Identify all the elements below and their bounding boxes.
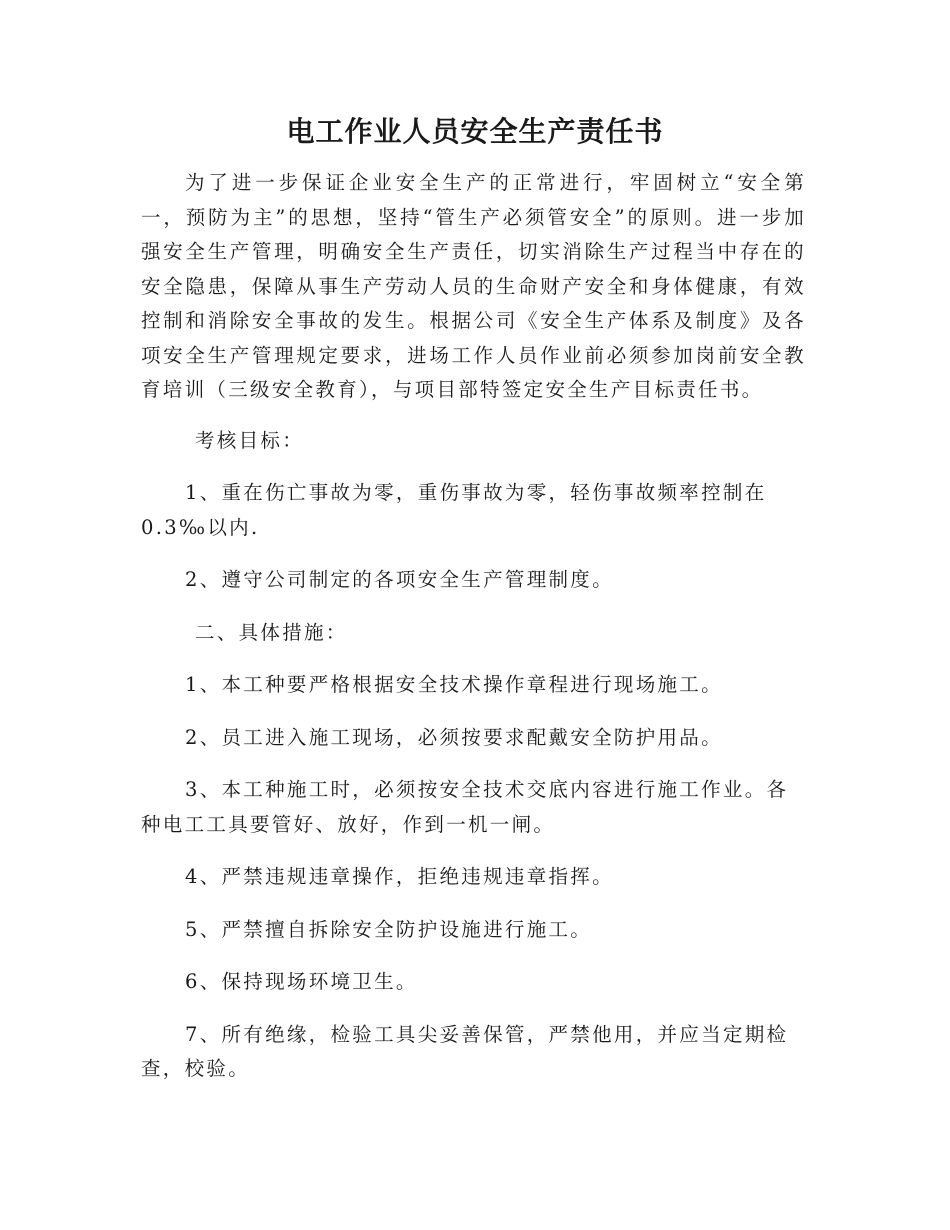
goal-item: 2、遵守公司制定的各项安全生产管理制度。 — [185, 568, 614, 591]
measure-item: 4、严禁违规违章操作，拒绝违规违章指挥。 — [185, 865, 614, 888]
intro-paragraph: 为了进一步保证企业安全生产的正常进行，牢固树立“安全第一，预防为主”的思想，坚持“管生产必须管安全”的原则。进一步加强安全生产管理，明确安全生产责任，切实消除生产过程当中存在的安全隐患，保障从事生产劳动人员的生命财产安全和身体健康，有效控制和消除安全事故的发生。根据公司《安全生产体系及制度》及各项安全生产管理规定要求，进场工作人员作业前必须参加岗前安全教育培训（三级安全教育），与项目部特签定安全生产目标责任书。 — [141, 171, 806, 401]
document-title: 电工作业人员安全生产责任书 — [286, 115, 664, 148]
measure-item: 6、保持现场环境卫生。 — [185, 970, 418, 993]
measure-item: 5、严禁擅自拆除安全防护设施进行施工。 — [185, 917, 593, 941]
measures-heading: 二、具体措施： — [195, 620, 348, 644]
measure-item: 7、所有绝缘，检验工具尖妥善保管，严禁他用，并应当定期检查，校验。 — [141, 1022, 789, 1080]
document-body — [141, 166, 806, 1087]
goal-item: 1、重在伤亡事故为零，重伤事故为零，轻伤事故频率控制在0.3‰以内. — [141, 481, 767, 539]
measure-item: 3、本工种施工时，必须按安全技术交底内容进行施工作业。各种电工工具要管好、放好，作到一机一闸。 — [141, 778, 789, 836]
measure-item: 2、员工进入施工现场，必须按要求配戴安全防护用品。 — [185, 725, 723, 749]
measure-item: 1、本工种要严格根据安全技术操作章程进行现场施工。 — [185, 673, 723, 696]
goals-heading: 考核目标： — [195, 428, 305, 452]
